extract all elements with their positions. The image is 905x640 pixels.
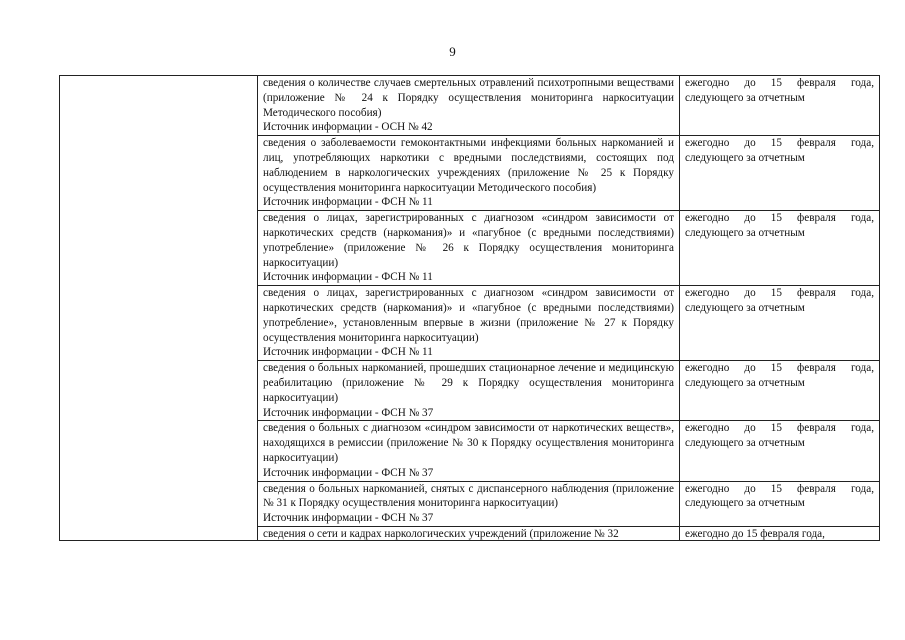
row-description: сведения о количестве случаев смертельных отравлений психотропными веществами (приложение № 24 к Порядку осуществления мониторинга наркоситуации Методического пособия): [263, 77, 674, 119]
info-cell: [258, 76, 680, 136]
row-description: сведения о сети и кадрах наркологических учреждений (приложение № 32: [263, 527, 619, 540]
row-description: сведения о заболеваемости гемоконтактными инфекциями больных наркоманией и лиц, употребляющих наркотики с вредными последствиями, состоящих под наблюдением в наркологических учреждениях (приложение № 25 к Порядку осуществления мониторинга наркоситуации Методического пособия): [263, 137, 674, 194]
empty-left-cell: [60, 76, 258, 541]
info-cell: [258, 136, 680, 211]
row-description: сведения о лицах, зарегистрированных с диагнозом «синдром зависимости от наркотических средств (наркомания)» и «пагубное (с вредными последствиями) употребление», установленным впервые в жизни (приложение № 27 к Порядку осуществления мониторинга наркоситуации): [263, 287, 674, 344]
info-cell: [258, 421, 680, 481]
row-description: сведения о больных с диагнозом «синдром зависимости от наркотических веществ», находящихся в ремиссии (приложение № 30 к Порядку осуществления мониторинга наркоситуации): [263, 422, 674, 464]
info-cell: [258, 286, 680, 361]
deadline-cell: ежегодно до 15 февраля года, следующего за отчетным: [680, 286, 880, 361]
row-description: сведения о больных наркоманией, снятых с диспансерного наблюдения (приложение № 31 к Порядку осуществления мониторинга наркоситуации): [263, 482, 674, 510]
deadline-cell: ежегодно до 15 февраля года, следующего за отчетным: [680, 76, 880, 136]
deadline-cell: [680, 526, 880, 540]
row-source: Источник информации - ФСН № 11: [263, 271, 433, 284]
info-cell: [258, 481, 680, 526]
page-number: 9: [449, 44, 456, 59]
monitoring-table: [59, 75, 880, 541]
deadline-cell: ежегодно до 15 февраля года, следующего за отчетным: [680, 481, 880, 526]
row-source: Источник информации - ФСН № 11: [263, 196, 433, 209]
deadline-cell: ежегодно до 15 февраля года, следующего за отчетным: [680, 136, 880, 211]
row-deadline: ежегодно до 15 февраля года,: [685, 527, 825, 540]
deadline-cell: ежегодно до 15 февраля года, следующего за отчетным: [680, 211, 880, 286]
row-description: сведения о лицах, зарегистрированных с диагнозом «синдром зависимости от наркотических средств (наркомания)» и «пагубное (с вредными последствиями) употребление» (приложение № 26 к Порядку осуществления мониторинга наркоситуации): [263, 212, 674, 269]
info-cell: [258, 361, 680, 421]
deadline-cell: ежегодно до 15 февраля года, следующего за отчетным: [680, 421, 880, 481]
row-source: Источник информации - ФСН № 37: [263, 512, 434, 525]
info-cell: [258, 526, 680, 540]
row-source: Источник информации - ФСН № 37: [263, 406, 434, 419]
row-description: сведения о больных наркоманией, прошедших стационарное лечение и медицинскую реабилитацию (приложение № 29 к Порядку осуществления мониторинга наркоситуации): [263, 362, 674, 404]
row-source: Источник информации - ОСН № 42: [263, 121, 433, 134]
row-source: Источник информации - ФСН № 11: [263, 346, 433, 359]
deadline-cell: ежегодно до 15 февраля года, следующего за отчетным: [680, 361, 880, 421]
table-row: [60, 76, 880, 136]
row-source: Источник информации - ФСН № 37: [263, 466, 434, 479]
info-cell: [258, 211, 680, 286]
